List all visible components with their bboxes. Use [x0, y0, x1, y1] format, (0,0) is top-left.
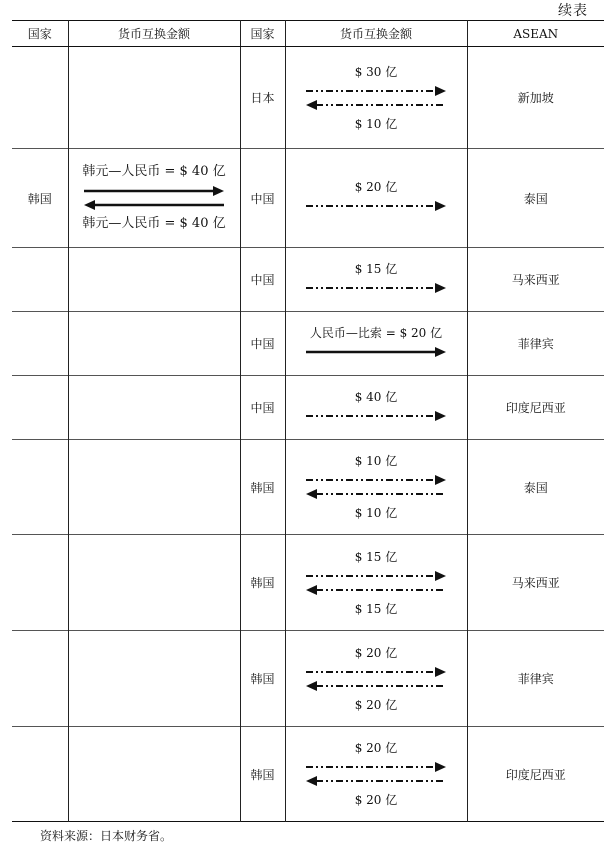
table-row — [12, 312, 604, 376]
cell-swap-a — [68, 440, 240, 535]
swap-amount-top: $ 10 亿 — [354, 454, 398, 468]
cell-country-a — [12, 47, 68, 149]
swap-amount-top: $ 30 亿 — [354, 64, 398, 79]
cell-asean: 泰国 — [467, 440, 604, 535]
cell-swap-b — [285, 376, 467, 440]
arrow-left-icon — [306, 100, 446, 110]
swap-table — [12, 20, 604, 820]
cell-country-b: 韩国 — [240, 727, 285, 822]
swap-amount-bottom: $ 20 亿 — [354, 793, 398, 807]
cell-country-a — [12, 312, 68, 376]
swap-diagram — [286, 740, 467, 808]
swap-diagram — [286, 549, 467, 617]
cell-swap-b — [285, 47, 467, 149]
cell-country-b: 中国 — [240, 149, 285, 248]
cell-swap-a — [68, 149, 240, 248]
cell-asean: 马来西亚 — [467, 248, 604, 312]
cell-swap-a — [68, 248, 240, 312]
arrow-right-icon — [306, 571, 446, 581]
cell-asean: 印度尼西亚 — [467, 727, 604, 822]
table-row — [12, 631, 604, 727]
cell-swap-a — [68, 376, 240, 440]
arrow-right-icon — [84, 186, 224, 196]
cell-swap-a — [68, 535, 240, 631]
cell-country-a — [12, 727, 68, 822]
cell-country-b: 中国 — [240, 376, 285, 440]
swap-amount-bottom: $ 15 亿 — [354, 601, 398, 616]
swap-diagram — [286, 179, 467, 217]
header-swap-amount-b: 货币互换金额 — [285, 21, 467, 47]
cell-swap-b — [285, 727, 467, 822]
arrow-right-icon — [306, 283, 446, 293]
cell-swap-b — [285, 440, 467, 535]
arrow-right-icon — [306, 347, 446, 357]
swap-amount-top: $ 20 亿 — [354, 180, 398, 194]
swap-amount-top: 人民币—比索 = $ 20 亿 — [309, 325, 443, 340]
cell-country-a — [12, 535, 68, 631]
cell-asean: 马来西亚 — [467, 535, 604, 631]
cell-country-a — [12, 631, 68, 727]
cell-country-a — [12, 248, 68, 312]
arrow-right-icon — [306, 475, 446, 485]
cell-country-b: 韩国 — [240, 440, 285, 535]
swap-diagram — [286, 261, 467, 299]
table-row — [12, 376, 604, 440]
cell-swap-b — [285, 312, 467, 376]
swap-diagram — [286, 64, 467, 132]
table-row — [12, 727, 604, 822]
header-swap-amount-a: 货币互换金额 — [68, 21, 240, 47]
cell-swap-b — [285, 248, 467, 312]
arrow-right-icon — [306, 667, 446, 677]
header-country-b: 国家 — [240, 21, 285, 47]
arrow-right-icon — [306, 201, 446, 211]
arrow-right-icon — [306, 86, 446, 96]
swap-amount-bottom: $ 20 亿 — [354, 697, 398, 712]
cell-country-a: 韩国 — [12, 149, 68, 248]
table-row — [12, 47, 604, 149]
swap-amount-top: $ 15 亿 — [354, 549, 398, 564]
arrow-left-icon — [306, 489, 446, 499]
swap-diagram — [286, 389, 467, 427]
swap-amount-bottom: 韩元—人民币 = $ 40 亿 — [82, 216, 226, 231]
cell-country-b: 中国 — [240, 248, 285, 312]
continuation-label: 续表 — [558, 3, 588, 19]
cell-swap-b — [285, 149, 467, 248]
arrow-left-icon — [84, 200, 224, 210]
cell-asean: 菲律宾 — [467, 312, 604, 376]
swap-amount-bottom: $ 10 亿 — [354, 116, 398, 131]
cell-country-b: 韩国 — [240, 631, 285, 727]
cell-asean: 印度尼西亚 — [467, 376, 604, 440]
cell-swap-b — [285, 535, 467, 631]
cell-swap-a — [68, 727, 240, 822]
cell-country-a — [12, 376, 68, 440]
swap-amount-bottom: $ 10 亿 — [354, 506, 398, 520]
header-asean: ASEAN — [467, 21, 604, 47]
cell-asean: 菲律宾 — [467, 631, 604, 727]
table-row — [12, 440, 604, 535]
table-header-row — [12, 21, 604, 47]
arrow-left-icon — [306, 585, 446, 595]
swap-diagram — [286, 325, 467, 363]
swap-diagram — [286, 453, 467, 521]
swap-amount-top: $ 40 亿 — [354, 389, 398, 404]
cell-country-a — [12, 440, 68, 535]
cell-asean: 泰国 — [467, 149, 604, 248]
arrow-left-icon — [306, 776, 446, 786]
arrow-right-icon — [306, 762, 446, 772]
cell-country-b: 韩国 — [240, 535, 285, 631]
swap-amount-top: $ 20 亿 — [354, 741, 398, 755]
swap-diagram — [69, 164, 240, 232]
swap-amount-top: $ 20 亿 — [354, 645, 398, 660]
table-row — [12, 535, 604, 631]
cell-swap-a — [68, 47, 240, 149]
cell-asean: 新加坡 — [467, 47, 604, 149]
cell-country-b: 中国 — [240, 312, 285, 376]
arrow-left-icon — [306, 681, 446, 691]
table-row — [12, 149, 604, 248]
cell-swap-a — [68, 631, 240, 727]
cell-swap-b — [285, 631, 467, 727]
arrow-right-icon — [306, 411, 446, 421]
table-row — [12, 248, 604, 312]
source-note: 资料来源：日本财务省。 — [40, 829, 173, 843]
swap-amount-top: 韩元—人民币 = $ 40 亿 — [82, 164, 226, 179]
cell-country-b: 日本 — [240, 47, 285, 149]
swap-diagram — [286, 645, 467, 713]
swap-amount-top: $ 15 亿 — [354, 261, 398, 276]
cell-swap-a — [68, 312, 240, 376]
header-country-a: 国家 — [12, 21, 68, 47]
